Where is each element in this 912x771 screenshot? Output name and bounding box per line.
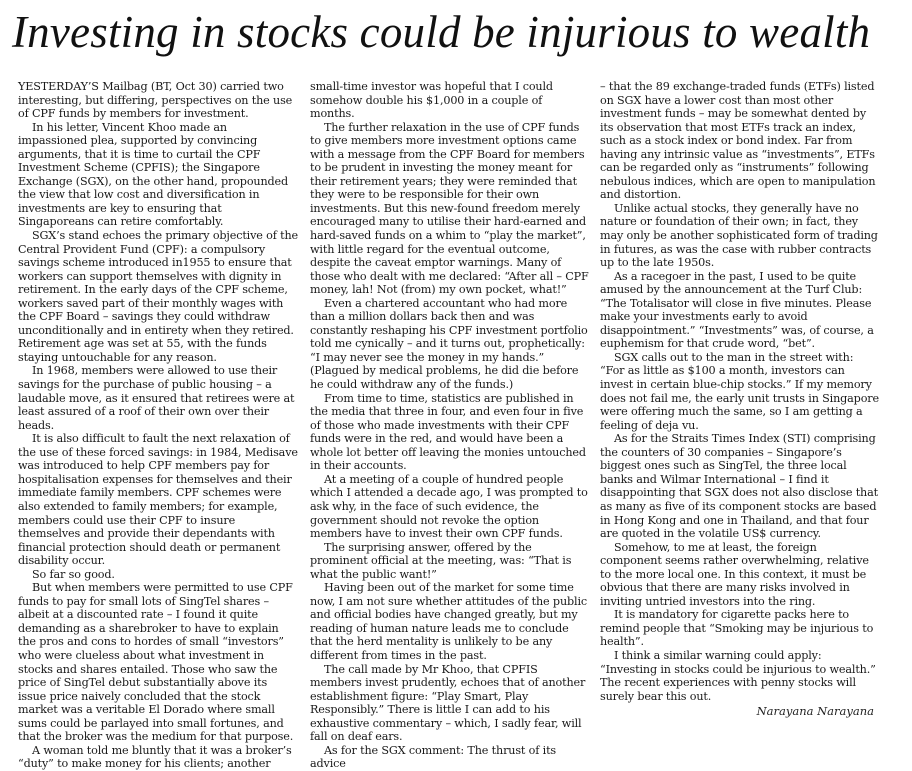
paragraph: In 1968, members were allowed to use their savings for the purchase of public housing – a laudable move, as it ensured that retirees were at least assured of a roof of their own over their heads. xyxy=(18,364,295,432)
paragraph: As a racegoer in the past, I used to be quite amused by the announcement at the Turf Club: “The Totalisator will close in five minutes. Please make your investments early to avoid disappointment.” “Investments” was, of course, a euphemism for that crude word, “bet”. xyxy=(600,269,874,351)
paragraph: YESTERDAY’S Mailbag (BT, Oct 30) carried two interesting, but differing, perspectives on the use of CPF funds by members for investment. xyxy=(18,80,293,121)
paragraph: So far so good. xyxy=(32,567,115,581)
paragraph: It is also difficult to fault the next relaxation of the use of these forced savings: in 1984, Medisave was introduced to help CPF members pay for hospitalisation expenses for themselves and their immediate family members. CPF schemes were also extended to family members; for example, members could use their CPF to insure themselves and provide their dependants with financial protection should death or permanent disability occur. xyxy=(18,432,298,568)
paragraph: The further relaxation in the use of CPF funds to give members more investment options came with a message from the CPF Board for members to be prudent in investing the money meant for their retirement years; they were reminded that they were to be responsible for their own investments. But this new-found freedom merely encouraged many to utilise their hard-earned and hard-saved funds on a whim to “play the market”, with little regard for the eventual outcome, despite the caveat emptor warnings. Many of those who dealt with me declared: “After all – CPF money, lah! Not (from) my own pocket, what!” xyxy=(310,120,589,297)
column-1 xyxy=(18,80,298,771)
paragraph: – that the 89 exchange-traded funds (ETFs) listed on SGX have a lower cost than most other investment funds – may be somewhat dented by its observation that most ETFs track an index, such as a stock index or bond index. Far from having any intrinsic value as “investments”, ETFs can be regarded only as “instruments” following nebulous indices, which are open to manipulation and distortion. xyxy=(600,80,876,202)
paragraph: Somehow, to me at least, the foreign component seems rather overwhelming, relative to the more local one. In this context, it must be obvious that there are many risks involved in inviting untried investors into the ring. xyxy=(600,540,869,608)
paragraph: A woman told me bluntly that it was a broker’s “duty” to make money for his clients; another xyxy=(18,743,292,771)
column-2 xyxy=(310,80,590,771)
column-3 xyxy=(600,80,880,703)
author-byline: Narayana Narayana xyxy=(756,704,874,718)
paragraph: Having been out of the market for some time now, I am not sure whether attitudes of the public and official bodies have changed greatly, but my reading of human nature leads me to conclude that the herd mentality is unlikely to be any different from times in the past. xyxy=(310,581,587,662)
paragraph: But when members were permitted to use CPF funds to pay for small lots of SingTel shares – albeit at a discounted rate – I found it quite demanding as a sharebroker to have to explain the pros and cons to hordes of small “investors” who were clueless about what investment in stocks and shares entailed. Those who saw the price of SingTel debut substantially above its issue price naively concluded that the stock market was a veritable El Dorado where small sums could be parlayed into small fortunes, and that the broker was the medium for that purpose. xyxy=(18,581,294,744)
paragraph: Even a chartered accountant who had more than a million dollars back then and was constantly reshaping his CPF investment portfolio told me cynically – and it turns out, prophetically: “I may never see the money in my hands.” (Plagued by medical problems, he did die before he could withdraw any of the funds.) xyxy=(310,296,588,392)
paragraph: As for the SGX comment: The thrust of its advice xyxy=(310,743,557,771)
paragraph: small-time investor was hopeful that I could somehow double his $1,000 in a couple of months. xyxy=(310,80,553,121)
paragraph: In his letter, Vincent Khoo made an impassioned plea, supported by convincing arguments, that it is time to curtail the CPF Investment Scheme (CPFIS); the Singapore Exchange (SGX), on the other hand, propounded the view that low cost and diversification in investments are key to ensuring that Singaporeans can retire comfortably. xyxy=(18,120,289,229)
paragraph: SGX’s stand echoes the primary objective of the Central Provident Fund (CPF): a compulsory savings scheme introduced in1955 to ensure that workers can support themselves with dignity in retirement. In the early days of the CPF scheme, workers saved part of their monthly wages with the CPF Board – savings they could withdraw unconditionally and in entirety when they retired. Retirement age was set at 55, with the funds staying untouchable for any reason. xyxy=(18,229,298,364)
paragraph: At a meeting of a couple of hundred people which I attended a decade ago, I was prompted to ask why, in the face of such evidence, the government should not revoke the option members have to invest their own CPF funds. xyxy=(310,472,588,541)
paragraph: Unlike actual stocks, they generally have no nature or foundation of their own; in fact, they may only be another sophisticated form of trading in futures, as was the case with rubber contracts up to the late 1950s. xyxy=(600,201,878,270)
paragraph: As for the Straits Times Index (STI) comprising the counters of 30 companies – Singapore’s biggest ones such as SingTel, the three local banks and Wilmar International – I find it disappointing that SGX does not also disclose that as many as five of its component stocks are based in Hong Kong and one in Thailand, and that four are quoted in the volatile US$ currency. xyxy=(600,432,878,541)
paragraph: The call made by Mr Khoo, that CPFIS members invest prudently, echoes that of another establishment figure: “Play Smart, Play Responsibly.” There is little I can add to his exhaustive commentary – which, I sadly fear, will fall on deaf ears. xyxy=(310,662,586,744)
headline: Investing in stocks could be injurious to wealth xyxy=(12,7,871,57)
paragraph: The surprising answer, offered by the prominent official at the meeting, was: “That is what the public want!” xyxy=(310,540,572,581)
paragraph: It is mandatory for cigarette packs here to remind people that “Smoking may be injurious to health”. xyxy=(600,608,874,649)
paragraph: SGX calls out to the man in the street with: “For as little as $100 a month, investors can invest in certain blue-chip stocks.” If my memory does not fail me, the early unit trusts in Singapore were offering much the same, so I am getting a feeling of deja vu. xyxy=(600,350,879,432)
paragraph: From time to time, statistics are published in the media that three in four, and even four in five of those who made investments with their CPF funds were in the red, and would have been a whole lot better off leaving the monies untouched in their accounts. xyxy=(310,391,586,473)
paragraph: I think a similar warning could apply: “Investing in stocks could be injurious to wealth.” The recent experiences with penny stocks will surely bear this out. xyxy=(600,648,876,703)
